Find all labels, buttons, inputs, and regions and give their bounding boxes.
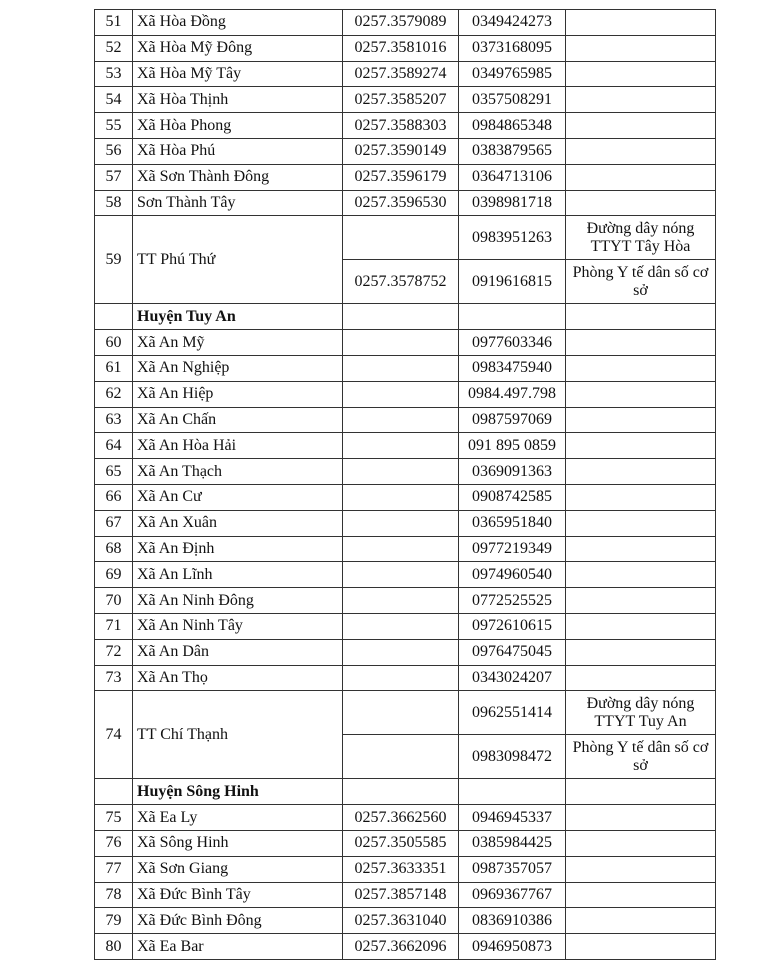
note [566,665,716,691]
note [566,588,716,614]
row-number: 53 [95,61,133,87]
row-number: 59 [95,216,133,304]
row-number: 75 [95,805,133,831]
mobile-phone: 0969367767 [459,882,566,908]
office-phone [343,433,459,459]
table-row [95,459,716,485]
commune-name: Xã An Mỹ [133,330,343,356]
table-row [95,330,716,356]
note [566,830,716,856]
office-phone: 0257.3857148 [343,882,459,908]
note: Đường dây nóng TTYT Tây Hòa [566,216,716,260]
commune-name: Xã An Cư [133,484,343,510]
office-phone [343,562,459,588]
row-number: 79 [95,908,133,934]
commune-name: Xã An Hòa Hải [133,433,343,459]
commune-name: Xã An Thọ [133,665,343,691]
note: Phòng Y tế dân số cơ sở [566,260,716,304]
mobile-phone: 091 895 0859 [459,433,566,459]
row-number: 57 [95,164,133,190]
table-row [95,433,716,459]
row-number: 74 [95,691,133,779]
note [566,381,716,407]
mobile-phone: 0983098472 [459,735,566,779]
note [566,459,716,485]
table-row [95,190,716,216]
office-phone: 0257.3631040 [343,908,459,934]
commune-name: Xã Hòa Mỹ Tây [133,61,343,87]
office-phone: 0257.3662096 [343,934,459,960]
commune-name: Xã An Hiệp [133,381,343,407]
mobile-phone: 0987357057 [459,856,566,882]
office-phone [343,330,459,356]
row-number: 52 [95,35,133,61]
office-phone: 0257.3662560 [343,805,459,831]
note [566,190,716,216]
note [566,10,716,36]
note [566,433,716,459]
commune-name: Xã Hòa Phú [133,138,343,164]
note [566,882,716,908]
note [566,113,716,139]
commune-name: Sơn Thành Tây [133,190,343,216]
note [566,61,716,87]
note [566,908,716,934]
table-row [95,908,716,934]
mobile-phone: 0772525525 [459,588,566,614]
mobile-phone: 0836910386 [459,908,566,934]
mobile-phone: 0385984425 [459,830,566,856]
row-number [95,304,133,330]
office-phone [343,536,459,562]
table-row [95,856,716,882]
mobile-phone: 0373168095 [459,35,566,61]
commune-name: Xã Hòa Thịnh [133,87,343,113]
mobile-phone: 0364713106 [459,164,566,190]
row-number: 54 [95,87,133,113]
row-number: 68 [95,536,133,562]
mobile-phone: 0983951263 [459,216,566,260]
mobile-phone: 0976475045 [459,639,566,665]
commune-name: Xã An Lĩnh [133,562,343,588]
note [566,613,716,639]
note [566,484,716,510]
row-number: 65 [95,459,133,485]
row-number: 76 [95,830,133,856]
commune-name: Xã Ea Ly [133,805,343,831]
table-row [95,10,716,36]
mobile-phone: 0962551414 [459,691,566,735]
commune-name: TT Phú Thứ [133,216,343,304]
mobile-phone: 0357508291 [459,87,566,113]
row-number [95,779,133,805]
office-phone [343,735,459,779]
row-number: 58 [95,190,133,216]
note: Đường dây nóng TTYT Tuy An [566,691,716,735]
commune-name: Xã Sơn Giang [133,856,343,882]
mobile-phone: 0987597069 [459,407,566,433]
office-phone [343,665,459,691]
office-phone: 0257.3589274 [343,61,459,87]
section-row [95,304,716,330]
table-row [95,934,716,960]
office-phone [343,613,459,639]
office-phone [343,407,459,433]
office-phone: 0257.3596179 [343,164,459,190]
table-row [95,355,716,381]
commune-name: Xã An Ninh Đông [133,588,343,614]
note [566,856,716,882]
commune-name: Xã Đức Bình Tây [133,882,343,908]
table-row [95,87,716,113]
row-number: 73 [95,665,133,691]
commune-name: Xã An Xuân [133,510,343,536]
note [566,562,716,588]
row-number: 69 [95,562,133,588]
row-number: 60 [95,330,133,356]
row-number: 55 [95,113,133,139]
row-number: 77 [95,856,133,882]
office-phone [343,355,459,381]
table-row [95,613,716,639]
note [566,138,716,164]
mobile-phone: 0977219349 [459,536,566,562]
commune-name: Xã Ea Bar [133,934,343,960]
office-phone [343,304,459,330]
commune-name: Xã Đức Bình Đông [133,908,343,934]
table-row [95,61,716,87]
office-phone: 0257.3596530 [343,190,459,216]
mobile-phone: 0365951840 [459,510,566,536]
office-phone [343,779,459,805]
note [566,639,716,665]
note [566,510,716,536]
row-number: 80 [95,934,133,960]
table-row [95,138,716,164]
mobile-phone: 0349765985 [459,61,566,87]
row-number: 67 [95,510,133,536]
table-body [95,10,716,960]
mobile-phone: 0984.497.798 [459,381,566,407]
note [566,330,716,356]
office-phone: 0257.3590149 [343,138,459,164]
commune-name: Xã An Ninh Tây [133,613,343,639]
note [566,934,716,960]
section-row [95,779,716,805]
office-phone: 0257.3588303 [343,113,459,139]
commune-name: Xã Sơn Thành Đông [133,164,343,190]
office-phone: 0257.3581016 [343,35,459,61]
table-row [95,381,716,407]
row-number: 61 [95,355,133,381]
office-phone: 0257.3578752 [343,260,459,304]
mobile-phone: 0983475940 [459,355,566,381]
note [566,407,716,433]
mobile-phone: 0398981718 [459,190,566,216]
mobile-phone: 0343024207 [459,665,566,691]
row-number: 70 [95,588,133,614]
mobile-phone: 0972610615 [459,613,566,639]
note [566,164,716,190]
mobile-phone: 0984865348 [459,113,566,139]
office-phone: 0257.3505585 [343,830,459,856]
commune-name: Xã An Chấn [133,407,343,433]
table-row [95,407,716,433]
office-phone [343,484,459,510]
mobile-phone: 0369091363 [459,459,566,485]
mobile-phone: 0349424273 [459,10,566,36]
mobile-phone: 0919616815 [459,260,566,304]
table-row [95,665,716,691]
commune-name: TT Chí Thạnh [133,691,343,779]
mobile-phone: 0946945337 [459,805,566,831]
district-heading: Huyện Tuy An [133,304,343,330]
row-number: 56 [95,138,133,164]
table-row [95,484,716,510]
office-phone [343,381,459,407]
note [566,87,716,113]
table-row [95,588,716,614]
row-number: 64 [95,433,133,459]
office-phone [343,216,459,260]
mobile-phone: 0383879565 [459,138,566,164]
commune-name: Xã Hòa Phong [133,113,343,139]
table-row [95,691,716,735]
office-phone: 0257.3633351 [343,856,459,882]
commune-name: Xã Hòa Đồng [133,10,343,36]
district-heading: Huyện Sông Hinh [133,779,343,805]
table-row [95,164,716,190]
table-row [95,830,716,856]
phone-directory-table [94,9,716,960]
note [566,355,716,381]
note [566,35,716,61]
table-row [95,639,716,665]
table-row [95,562,716,588]
office-phone [343,588,459,614]
commune-name: Xã An Dân [133,639,343,665]
row-number: 63 [95,407,133,433]
commune-name: Xã An Định [133,536,343,562]
note: Phòng Y tế dân số cơ sở [566,735,716,779]
table-row [95,805,716,831]
commune-name: Xã An Thạch [133,459,343,485]
commune-name: Xã Hòa Mỹ Đông [133,35,343,61]
mobile-phone: 0977603346 [459,330,566,356]
office-phone [343,459,459,485]
mobile-phone: 0974960540 [459,562,566,588]
table-row [95,113,716,139]
office-phone: 0257.3579089 [343,10,459,36]
office-phone: 0257.3585207 [343,87,459,113]
table-row [95,536,716,562]
row-number: 66 [95,484,133,510]
note [566,304,716,330]
commune-name: Xã Sông Hinh [133,830,343,856]
row-number: 72 [95,639,133,665]
commune-name: Xã An Nghiệp [133,355,343,381]
table-row [95,35,716,61]
table-row [95,216,716,260]
mobile-phone [459,304,566,330]
note [566,779,716,805]
mobile-phone [459,779,566,805]
row-number: 78 [95,882,133,908]
office-phone [343,510,459,536]
row-number: 62 [95,381,133,407]
office-phone [343,691,459,735]
table-row [95,882,716,908]
mobile-phone: 0946950873 [459,934,566,960]
row-number: 71 [95,613,133,639]
note [566,536,716,562]
row-number: 51 [95,10,133,36]
note [566,805,716,831]
mobile-phone: 0908742585 [459,484,566,510]
table-row [95,510,716,536]
office-phone [343,639,459,665]
